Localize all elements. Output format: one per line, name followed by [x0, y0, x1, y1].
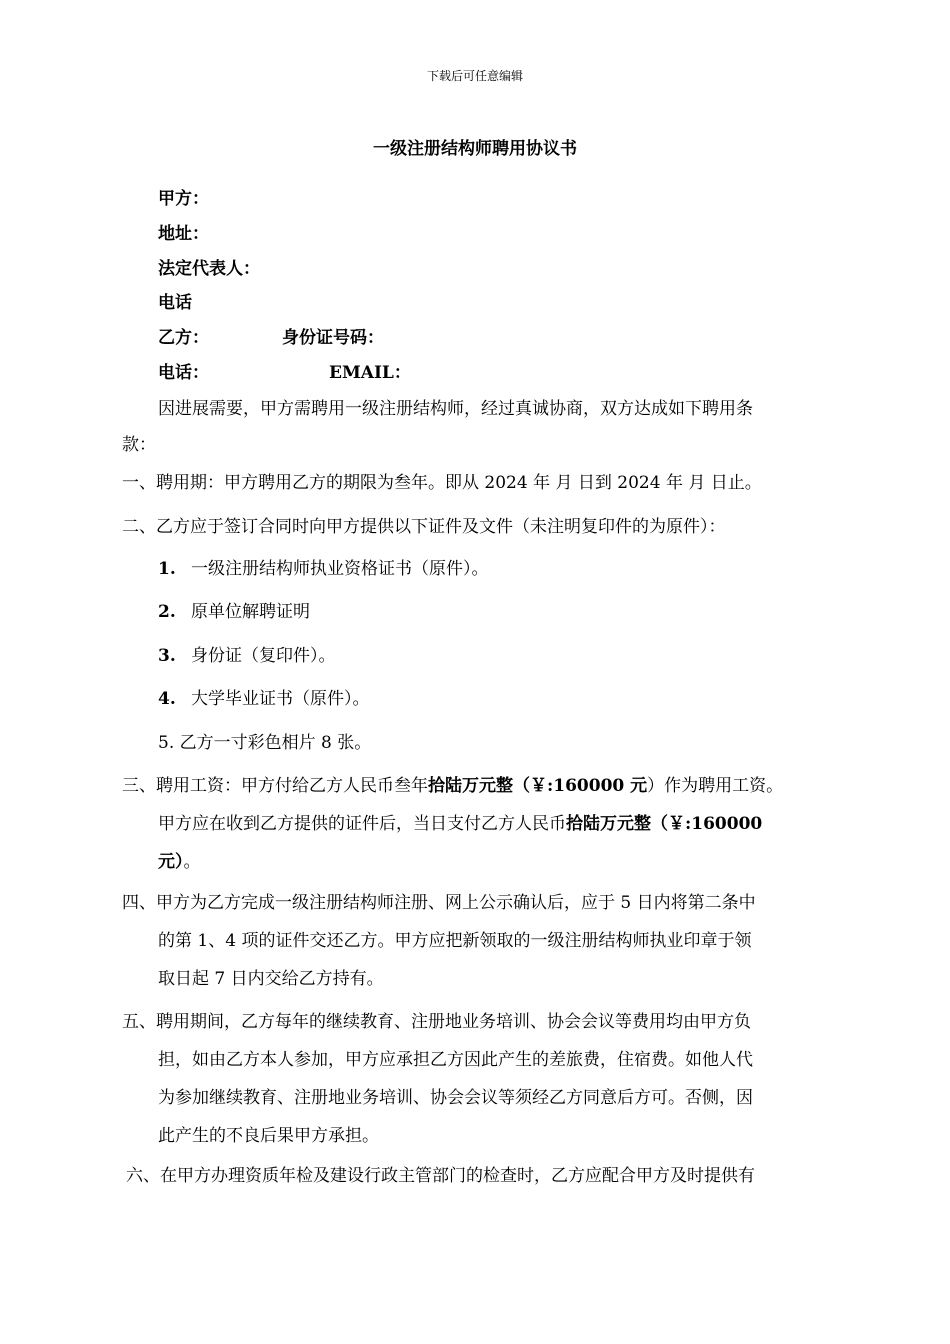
- item-number: 4.: [158, 689, 176, 709]
- party-a-representative-label: 法定代表人：: [158, 259, 260, 279]
- item-text: 一级注册结构师执业资格证书（原件）。: [191, 559, 489, 579]
- clause-3-text: 甲方应在收到乙方提供的证件后，当日支付乙方人民币: [158, 814, 566, 834]
- party-b-id-label: 身份证号码：: [282, 328, 384, 348]
- clause-3-amount: 拾陆万元整（￥:160000: [566, 814, 763, 834]
- clause-2: 二、乙方应于签订合同时向甲方提供以下证件及文件（未注明复印件的为原件）：: [122, 517, 726, 537]
- clause-5-line-3: 为参加继续教育、注册地业务培训、协会会议等须经乙方同意后方可。否侧，因: [158, 1088, 753, 1108]
- intro-line-2: 款：: [122, 435, 156, 455]
- clause-2-item-1: [158, 554, 489, 579]
- clause-3-amount: 拾陆万元整（￥:160000 元: [428, 776, 648, 796]
- clause-6-line-1: 六、在甲方办理资质年检及建设行政主管部门的检查时，乙方应配合甲方及时提供有: [126, 1166, 755, 1186]
- party-b-phone-label: 电话：: [158, 363, 209, 383]
- header-note: 下载后可任意编辑: [426, 69, 523, 83]
- party-a-address-label: 地址：: [158, 224, 209, 244]
- clause-2-item-4: [158, 684, 370, 709]
- clause-3-line-2: [158, 809, 762, 834]
- clause-3-text: ）作为聘用工资。: [647, 776, 784, 796]
- item-text: 身份证（复印件）。: [191, 646, 336, 666]
- document-title: 一级注册结构师聘用协议书: [373, 139, 577, 159]
- item-number: 3.: [158, 646, 176, 666]
- clause-5-line-1: 五、聘用期间，乙方每年的继续教育、注册地业务培训、协会会议等费用均由甲方负: [122, 1012, 751, 1032]
- clause-4-line-1: 四、甲方为乙方完成一级注册结构师注册、网上公示确认后，应于 5 日内将第二条中: [122, 893, 756, 913]
- clause-4-line-2: 的第 1、4 项的证件交还乙方。甲方应把新领取的一级注册结构师执业印章于领: [158, 931, 752, 951]
- clause-2-item-3: [158, 641, 336, 666]
- item-number: 2.: [158, 602, 176, 622]
- clause-4-line-3: 取日起 7 日内交给乙方持有。: [158, 969, 384, 989]
- party-b-label: 乙方：: [158, 328, 209, 348]
- clause-3-text: 。: [183, 852, 201, 872]
- item-number: 1.: [158, 559, 176, 579]
- clause-2-item-2: [158, 597, 310, 622]
- party-a-phone-label: 电话: [158, 293, 192, 313]
- party-b-email-label: EMAIL：: [329, 363, 411, 383]
- clause-5-line-4: 此产生的不良后果甲方承担。: [158, 1126, 379, 1146]
- clause-3-line-1: [122, 771, 783, 796]
- party-a-label: 甲方：: [158, 189, 209, 209]
- clause-5-line-2: 担，如由乙方本人参加，甲方应承担乙方因此产生的差旅费，住宿费。如他人代: [158, 1050, 753, 1070]
- clause-3-line-3: [158, 847, 201, 872]
- clause-3-text: 三、聘用工资：甲方付给乙方人民币叁年: [122, 776, 428, 796]
- intro-line-1: 因进展需要，甲方需聘用一级注册结构师，经过真诚协商，双方达成如下聘用条: [158, 399, 753, 419]
- clause-2-item-5: 5. 乙方一寸彩色相片 8 张。: [158, 733, 372, 753]
- clause-3-amount: 元）: [158, 852, 184, 872]
- item-text: 原单位解聘证明: [191, 602, 310, 622]
- item-text: 大学毕业证书（原件）。: [191, 689, 370, 709]
- clause-1: 一、聘用期：甲方聘用乙方的期限为叁年。即从 2024 年 月 日到 2024 年 月 日止。: [122, 473, 762, 493]
